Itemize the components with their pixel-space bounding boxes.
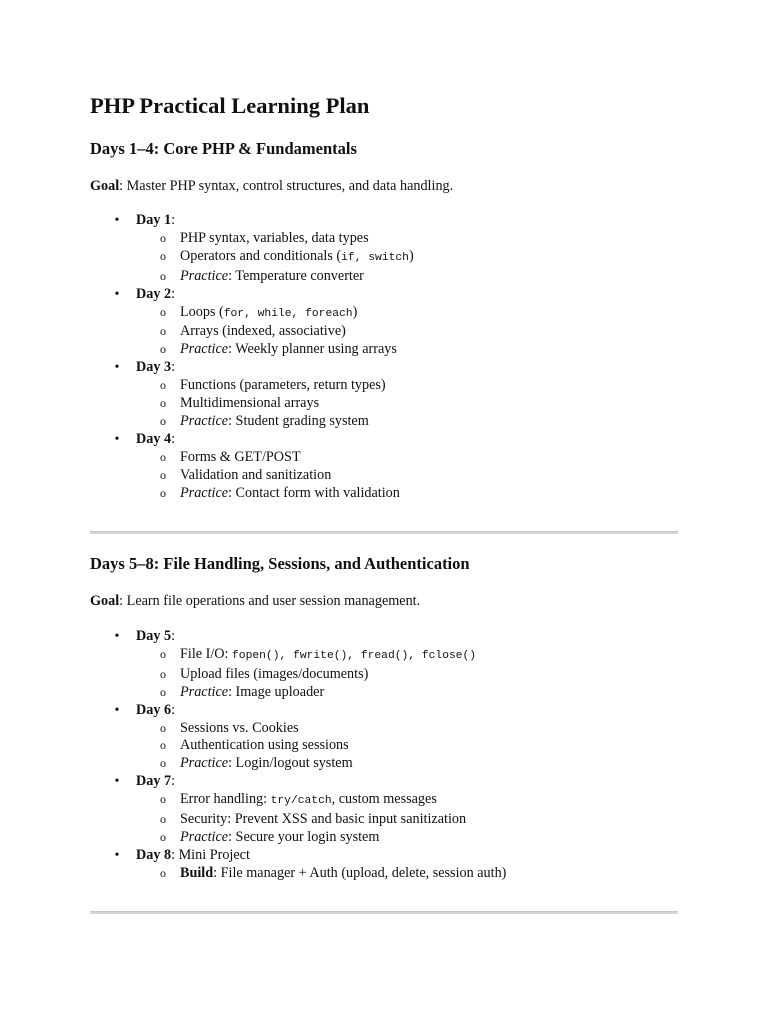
day-label-suffix: :: [171, 212, 176, 228]
day-item: [90, 847, 506, 883]
day-label-suffix: :: [171, 285, 176, 302]
circle-bullet-icon: o: [160, 485, 166, 500]
circle-bullet-icon: o: [160, 756, 166, 771]
circle-bullet-icon: o: [160, 646, 166, 661]
circle-bullet-icon: o: [160, 812, 166, 827]
circle-bullet-icon: o: [160, 268, 166, 283]
topic-text: Security: Prevent XSS and basic input sanitization: [180, 811, 467, 828]
build-text: : File manager + Auth (upload, delete, session auth): [213, 864, 507, 881]
practice-text: : Contact form with validation: [228, 484, 400, 501]
section-goal: [90, 177, 453, 195]
horizontal-rule: [90, 911, 678, 914]
section-heading: Days 1–4: Core PHP & Fundamentals: [90, 139, 357, 158]
day-label: Day 5: [136, 628, 172, 644]
document-title: PHP Practical Learning Plan: [90, 93, 370, 118]
circle-bullet-icon: o: [160, 304, 166, 319]
practice-label: Practice: [180, 683, 229, 700]
circle-bullet-icon: o: [160, 792, 166, 807]
practice-label: Practice: [180, 755, 229, 772]
practice-label: Practice: [180, 267, 229, 284]
topic-item: [136, 304, 414, 324]
topic-text-end: , custom messages: [331, 791, 437, 808]
topic-item: [136, 755, 506, 773]
day-label-suffix: :: [171, 628, 176, 644]
topic-item: [136, 829, 506, 847]
day-label-suffix: :: [171, 701, 176, 718]
day-item: [90, 773, 506, 847]
circle-bullet-icon: o: [160, 829, 166, 844]
bullet-icon: •: [114, 286, 120, 302]
day-item: [90, 702, 506, 774]
circle-bullet-icon: o: [160, 324, 166, 339]
day-label: Day 6: [136, 701, 172, 718]
section-goal: [90, 592, 420, 610]
circle-bullet-icon: o: [160, 684, 166, 699]
circle-bullet-icon: o: [160, 413, 166, 428]
topic-text-end: ): [352, 303, 358, 320]
topic-text: Error handling:: [180, 791, 271, 808]
topic-item: [136, 467, 414, 485]
topic-item: [136, 413, 414, 431]
build-label: Build: [180, 864, 214, 881]
bullet-icon: •: [114, 847, 120, 863]
goal-label: Goal: [90, 178, 120, 194]
topic-text: Arrays (indexed, associative): [180, 323, 346, 340]
topic-list: [136, 865, 506, 883]
topic-text: Operators and conditionals (: [180, 247, 342, 264]
practice-text: : Student grading system: [228, 412, 369, 429]
day-item: [90, 628, 506, 702]
day-item: [90, 286, 414, 360]
topic-item: [136, 395, 414, 413]
day-label-suffix: :: [171, 359, 176, 376]
practice-text: : Weekly planner using arrays: [228, 341, 397, 358]
practice-text: : Secure your login system: [228, 828, 380, 845]
day-label: Day 8: [136, 846, 172, 863]
circle-bullet-icon: o: [160, 720, 166, 735]
topic-item: [136, 230, 414, 248]
horizontal-rule: [90, 531, 678, 534]
day-label-suffix: :: [171, 430, 176, 447]
topic-item: [136, 791, 506, 811]
day-item: [90, 359, 414, 431]
topic-item: [136, 865, 506, 883]
topic-item: [136, 737, 506, 755]
topic-text: PHP syntax, variables, data types: [180, 229, 369, 246]
topic-item: [136, 720, 506, 738]
goal-text: : Learn file operations and user session management.: [119, 593, 421, 609]
day-label: Day 2: [136, 285, 172, 302]
topic-list: [136, 230, 414, 286]
practice-label: Practice: [180, 828, 229, 845]
day-label: Day 3: [136, 359, 172, 376]
topic-item: [136, 684, 506, 702]
day-item: [90, 431, 414, 503]
topic-text: File I/O:: [180, 645, 233, 662]
topic-item: [136, 485, 414, 503]
practice-label: Practice: [180, 484, 229, 501]
topic-text: Forms & GET/POST: [180, 448, 301, 465]
circle-bullet-icon: o: [160, 865, 166, 880]
code-snippet: fopen(), fwrite(), fread(), fclose(): [232, 649, 477, 662]
circle-bullet-icon: o: [160, 738, 166, 753]
topic-text: Loops (: [180, 303, 224, 320]
code-snippet: for, while, foreach: [223, 307, 353, 320]
bullet-icon: •: [114, 213, 120, 228]
circle-bullet-icon: o: [160, 342, 166, 357]
topic-text: Multidimensional arrays: [180, 395, 320, 412]
practice-label: Practice: [180, 341, 229, 358]
topic-list: [136, 304, 414, 360]
topic-item: [136, 377, 414, 395]
circle-bullet-icon: o: [160, 467, 166, 482]
day-list: [90, 628, 506, 883]
day-item: [90, 212, 414, 286]
topic-list: [136, 449, 414, 503]
practice-text: : Login/logout system: [228, 755, 353, 772]
topic-list: [136, 646, 506, 702]
section-heading: Days 5–8: File Handling, Sessions, and Authentication: [90, 554, 470, 573]
day-label: Day 1: [136, 212, 172, 228]
code-snippet: try/catch: [270, 795, 332, 808]
practice-label: Practice: [180, 412, 229, 429]
topic-list: [136, 377, 414, 431]
topic-item: [136, 666, 506, 684]
topic-item: [136, 323, 414, 341]
topic-text: Authentication using sessions: [180, 737, 349, 754]
topic-item: [136, 646, 506, 666]
day-label: Day 4: [136, 430, 172, 447]
day-label-suffix: :: [171, 773, 176, 790]
bullet-icon: •: [114, 774, 120, 790]
practice-text: : Temperature converter: [228, 267, 364, 284]
topic-text-end: ): [408, 247, 414, 264]
topic-list: [136, 720, 506, 774]
topic-list: [136, 791, 506, 847]
topic-text: Functions (parameters, return types): [180, 377, 386, 394]
day-label-suffix: : Mini Project: [171, 846, 250, 863]
topic-item: [136, 811, 506, 829]
topic-text: Upload files (images/documents): [180, 665, 369, 682]
circle-bullet-icon: o: [160, 378, 166, 393]
circle-bullet-icon: o: [160, 396, 166, 411]
goal-text: : Master PHP syntax, control structures, and data handling.: [119, 178, 454, 194]
topic-item: [136, 449, 414, 467]
topic-item: [136, 248, 414, 268]
topic-text: Validation and sanitization: [180, 466, 332, 483]
goal-label: Goal: [90, 593, 120, 609]
circle-bullet-icon: o: [160, 449, 166, 464]
day-list: [90, 212, 414, 503]
circle-bullet-icon: o: [160, 230, 166, 245]
practice-text: : Image uploader: [228, 683, 325, 700]
bullet-icon: •: [114, 360, 120, 376]
circle-bullet-icon: o: [160, 666, 166, 681]
topic-item: [136, 341, 414, 359]
bullet-icon: •: [114, 629, 120, 644]
circle-bullet-icon: o: [160, 248, 166, 263]
bullet-icon: •: [114, 702, 120, 718]
day-label: Day 7: [136, 773, 172, 790]
topic-item: [136, 268, 414, 286]
code-snippet: if, switch: [341, 251, 409, 264]
bullet-icon: •: [114, 431, 120, 447]
topic-text: Sessions vs. Cookies: [180, 719, 299, 736]
